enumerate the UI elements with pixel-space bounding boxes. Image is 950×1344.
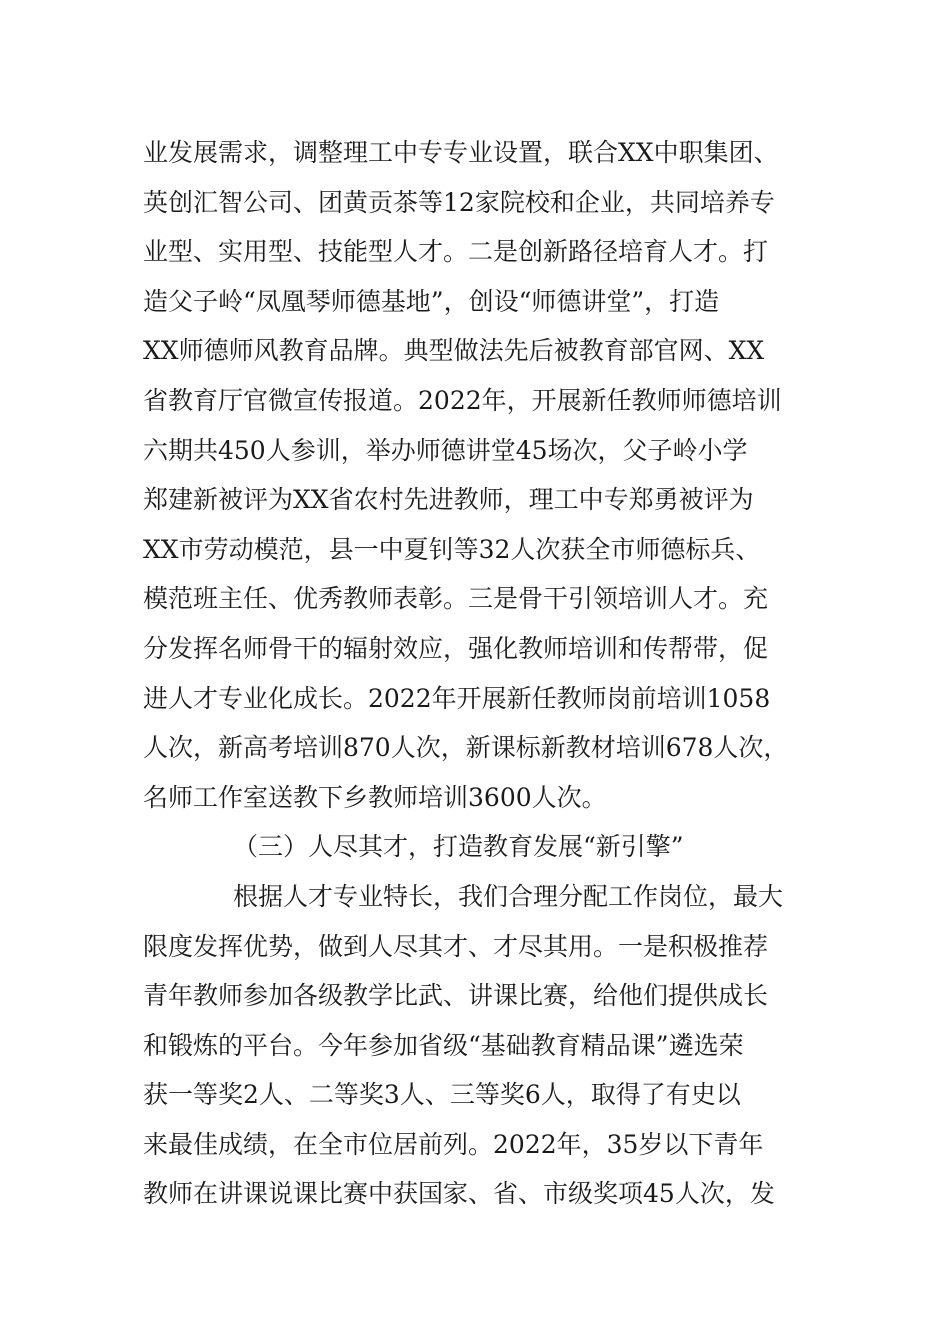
body-line: 人次，新高考培训870人次，新课标新教材培训678人次，	[143, 733, 789, 763]
body-line: 六期共450人参训，举办师德讲堂45场次，父子岭小学	[143, 435, 748, 465]
section-heading: （三）人尽其才，打造教育发展“新引擎”	[233, 832, 684, 862]
body-line: XX市劳动模范，县一中夏钊等32人次获全市师德标兵、	[143, 534, 761, 564]
body-line: 英创汇智公司、团黄贡茶等12家院校和企业，共同培养专	[143, 187, 775, 217]
body-line: 造父子岭“凤凰琴师德基地”，创设“师德讲堂”，打造	[143, 286, 720, 316]
body-line: 省教育厅官微宣传报道。2022年，开展新任教师师德培训	[143, 385, 782, 415]
body-line: 模范班主任、优秀教师表彰。三是骨干引领培训人才。充	[143, 584, 769, 614]
body-line: 来最佳成绩，在全市位居前列。2022年，35岁以下青年	[143, 1129, 764, 1159]
body-line: XX师德师风教育品牌。典型做法先后被教育部官网、XX	[143, 336, 765, 366]
body-line: 和锻炼的平台。今年参加省级“基础教育精品课”遴选荣	[143, 1030, 744, 1060]
body-line: 郑建新被评为XX省农村先进教师，理工中专郑勇被评为	[143, 485, 754, 515]
paragraph-first-line: 根据人才专业特长，我们合理分配工作岗位，最大	[233, 881, 784, 911]
body-line: 限度发挥优势，做到人尽其才、才尽其用。一是积极推荐	[143, 931, 769, 961]
body-line: 业型、实用型、技能型人才。二是创新路径培育人才。打	[143, 237, 769, 267]
body-line: 业发展需求，调整理工中专专业设置，联合XX中职集团、	[143, 138, 779, 167]
body-line: 获一等奖2人、二等奖3人、三等奖6人，取得了有史以	[143, 1080, 741, 1110]
body-line: 名师工作室送教下乡教师培训3600人次。	[143, 782, 607, 812]
document-body	[143, 128, 833, 1219]
body-line: 进人才专业化成长。2022年开展新任教师岗前培训1058	[143, 683, 771, 713]
body-line: 青年教师参加各级教学比武、讲课比赛，给他们提供成长	[143, 981, 769, 1011]
body-line: 教师在讲课说课比赛中获国家、省、市级奖项45人次，发	[143, 1179, 775, 1209]
body-line: 分发挥名师骨干的辐射效应，强化教师培训和传帮带，促	[143, 633, 769, 663]
